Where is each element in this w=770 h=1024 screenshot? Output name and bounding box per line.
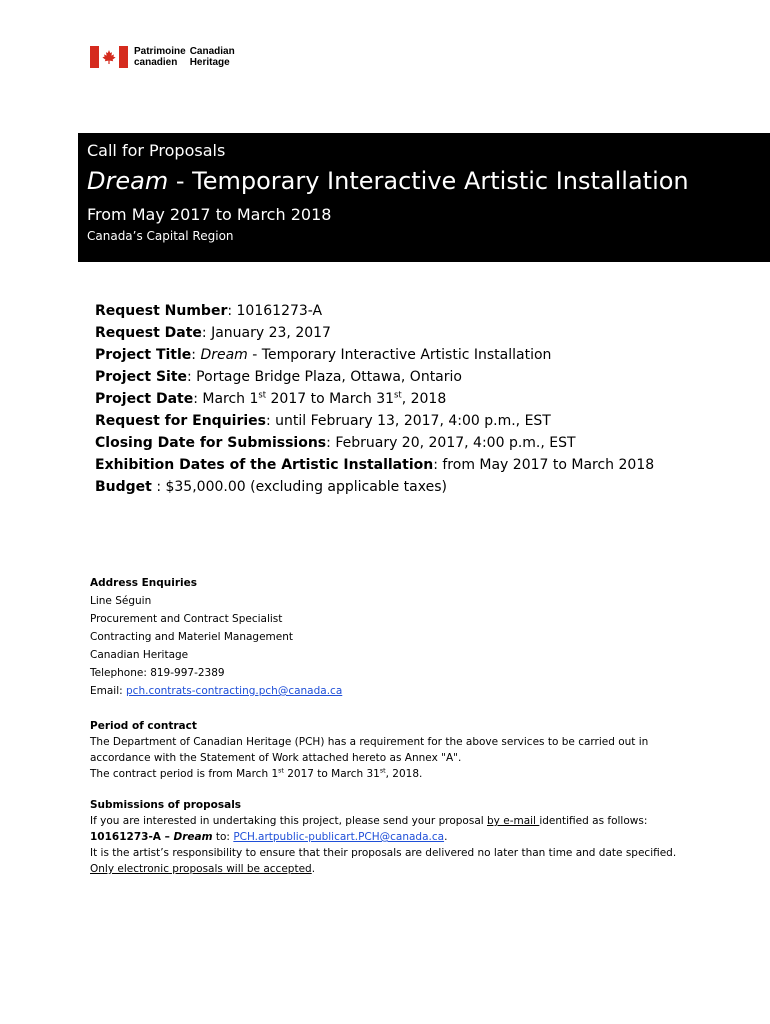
period-line3-sup1: st <box>278 767 284 775</box>
closing-label: Closing Date for Submissions <box>95 435 327 451</box>
contact-org: Canadian Heritage <box>90 649 189 661</box>
contact-email-link[interactable]: pch.contrats-contracting.pch@canada.ca <box>126 685 343 697</box>
request-number-label: Request Number <box>95 303 228 319</box>
project-date-part2: 2017 to March 31 <box>266 391 395 407</box>
enquiries-deadline <box>95 410 654 432</box>
exhibition-value: : from May 2017 to March 2018 <box>433 457 655 473</box>
enquiries-label: Request for Enquiries <box>95 413 266 429</box>
submissions-line1 <box>90 813 676 829</box>
government-logo <box>90 46 235 68</box>
submission-reference-line <box>90 829 676 845</box>
project-date-sup1: st <box>258 389 267 400</box>
project-title-rest: - Temporary Interactive Artistic Installation <box>247 347 552 363</box>
period-line3-part3: , 2018. <box>385 768 423 780</box>
submissions-heading: Submissions of proposals <box>90 799 242 811</box>
project-site-label: Project Site <box>95 369 188 385</box>
logo-line2-en: Heritage <box>189 57 230 68</box>
electronic-only-end: . <box>311 863 316 875</box>
period-line3 <box>90 766 648 782</box>
banner-title <box>87 167 689 195</box>
closing-value: : February 20, 2017, 4:00 p.m., EST <box>326 435 576 451</box>
contact-role: Procurement and Contract Specialist <box>90 613 283 625</box>
closing-date <box>95 432 654 454</box>
period-section <box>90 718 648 782</box>
budget-value: : $35,000.00 (excluding applicable taxes) <box>151 479 447 495</box>
reference-italic: Dream <box>173 831 213 843</box>
enquiries-value: : until February 13, 2017, 4:00 p.m., EST <box>266 413 551 429</box>
address-heading: Address Enquiries <box>90 577 197 589</box>
project-date-label: Project Date <box>95 391 194 407</box>
request-date-value: : January 23, 2017 <box>201 325 331 341</box>
request-number-value: : 10161273-A <box>227 303 323 319</box>
project-date <box>95 388 654 410</box>
project-site-value: : Portage Bridge Plaza, Ottawa, Ontario <box>187 369 462 385</box>
title-banner <box>78 133 770 262</box>
submissions-line1-part1: If you are interested in undertaking this project, please send your proposal <box>90 815 488 827</box>
period-heading: Period of contract <box>90 720 197 732</box>
reference-number: 10161273-A – <box>90 831 174 843</box>
submissions-line3: It is the artist’s responsibility to ensure that their proposals are delivered no later than time and date specified. <box>90 847 677 859</box>
submissions-line4 <box>90 861 676 877</box>
period-line3-part1: The contract period is from March 1 <box>90 768 279 780</box>
request-date-label: Request Date <box>95 325 202 341</box>
reference-to: to: <box>212 831 234 843</box>
project-date-part3: , 2018 <box>401 391 447 407</box>
budget <box>95 476 654 498</box>
project-title-italic: Dream <box>200 347 248 363</box>
project-title-sep: : <box>191 347 201 363</box>
logo-line1-en: Canadian <box>189 46 235 57</box>
logo-line1-fr: Patrimoine <box>134 46 186 57</box>
period-line3-sup2: st <box>379 767 386 775</box>
canada-flag-icon <box>90 46 128 68</box>
exhibition-dates <box>95 454 654 476</box>
request-date <box>95 322 654 344</box>
banner-title-rest: - Temporary Interactive Artistic Installation <box>168 167 689 195</box>
submissions-section <box>90 797 676 877</box>
project-date-sup2: st <box>394 389 402 400</box>
request-details <box>95 300 654 498</box>
reference-end: . <box>444 831 448 843</box>
contact-email-line <box>90 682 342 700</box>
request-number <box>95 300 654 322</box>
project-title <box>95 344 654 366</box>
banner-region: Canada’s Capital Region <box>87 229 234 243</box>
period-line1: The Department of Canadian Heritage (PCH) has a requirement for the above services to be carried out in <box>90 736 649 748</box>
budget-label: Budget <box>95 479 152 495</box>
submission-email-link[interactable]: PCH.artpublic-publicart.PCH@canada.ca <box>233 831 445 843</box>
exhibition-label: Exhibition Dates of the Artistic Installation <box>95 457 434 473</box>
contact-name: Line Séguin <box>90 595 152 607</box>
banner-dates: From May 2017 to March 2018 <box>87 205 332 224</box>
address-section <box>90 574 342 700</box>
banner-kicker: Call for Proposals <box>87 141 226 160</box>
project-title-label: Project Title <box>95 347 192 363</box>
period-line2: accordance with the Statement of Work attached hereto as Annex "A". <box>90 752 462 764</box>
banner-title-italic: Dream <box>87 167 169 195</box>
email-label: Email: <box>90 685 127 697</box>
project-date-part1: : March 1 <box>193 391 259 407</box>
logo-wordmark <box>134 46 235 68</box>
submissions-line1-part2: identified as follows: <box>539 815 648 827</box>
period-line3-part2: 2017 to March 31 <box>283 768 380 780</box>
by-email-link[interactable]: by e-mail <box>487 815 540 827</box>
contact-phone: Telephone: 819-997-2389 <box>90 667 225 679</box>
electronic-only-note: Only electronic proposals will be accepted <box>90 863 312 875</box>
project-site <box>95 366 654 388</box>
logo-line2-fr: canadien <box>134 57 178 68</box>
contact-dept: Contracting and Materiel Management <box>90 631 294 643</box>
